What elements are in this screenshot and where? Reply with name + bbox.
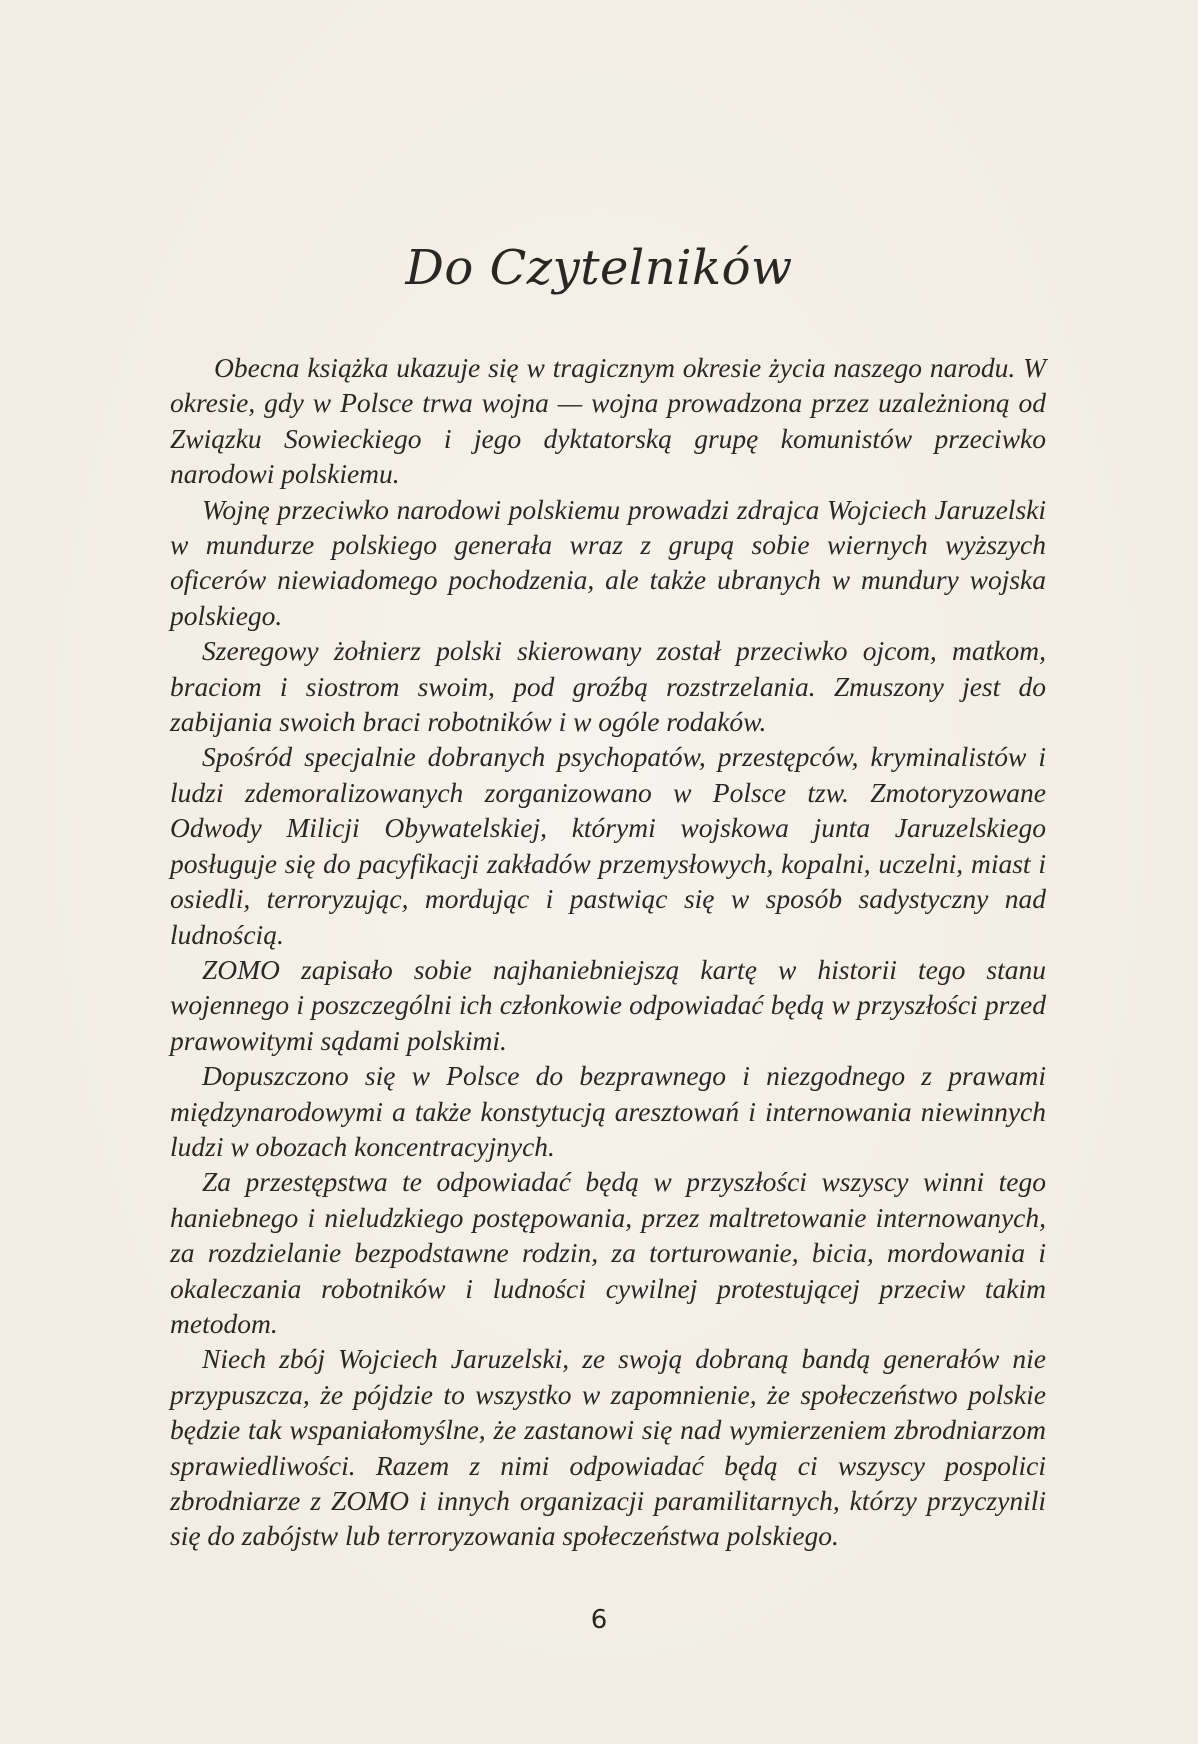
page-number: 6 bbox=[590, 1605, 608, 1635]
paragraph: Niech zbój Wojciech Jaruzelski, ze swoją dobraną bandą generałów nie przypuszcza, że pójdzie to wszystko w zapomnienie, że społeczeństwo polskie będzie tak wspaniałomyślne, że zastanowi się nad wymierzeniem zbrodniarzom sprawiedliwości. Razem z nimi odpowiadać będą ci wszyscy pospolici zbrodniarze z ZOMO i innych organizacji paramilitarnych, którzy przyczynili się do zabójstw lub terroryzowania społeczeństwa polskiego. bbox=[170, 1343, 1046, 1552]
paragraph: Dopuszczono się w Polsce do bezprawnego i niezgodnego z prawami międzynarodowymi a także konstytucją aresztowań i internowania niewinnych ludzi w obozach koncentracyjnych. bbox=[170, 1060, 1046, 1162]
paragraph: ZOMO zapisało sobie najhaniebniejszą kartę w historii tego stanu wojennego i poszczególni ich członkowie odpowiadać będą w przyszłości przed prawowitymi sądami polskimi. bbox=[170, 953, 1046, 1056]
paragraph: Obecna książka ukazuje się w tragicznym okresie życia naszego narodu. W okresie, gdy w Polsce trwa wojna — wojna prowadzona przez uzależnioną od Związku Sowieckiego i jego dyktatorską grupę komunistów przeciwko narodowi polskiemu. bbox=[170, 352, 1046, 490]
body-text bbox=[170, 350, 1046, 1554]
page-title: Do Czytelników bbox=[405, 240, 793, 296]
paragraph: Spośród specjalnie dobranych psychopatów, przestępców, kryminalistów i ludzi zdemoralizowanych zorganizowano w Polsce tzw. Zmotoryzowane Odwody Milicji Obywatelskiej, którymi wojskowa junta Jaruzelskiego posługuje się do pacyfikacji zakładów przemysłowych, kopalni, uczelni, miast i osiedli, terroryzując, mordując i pastwiąc się w sposób sadystyczny nad ludnością. bbox=[170, 741, 1046, 950]
paragraph: Szeregowy żołnierz polski skierowany został przeciwko ojcom, matkom, braciom i siostrom swoim, pod groźbą rozstrzelania. Zmuszony jest do zabijania swoich braci robotników i w ogóle rodaków. bbox=[170, 635, 1046, 738]
paragraph: Za przestępstwa te odpowiadać będą w przyszłości wszyscy winni tego haniebnego i nieludzkiego postępowania, przez maltretowanie internowanych, za rozdzielanie bezpodstawne rodzin, za torturowanie, bicia, mordowania i okaleczania robotników i ludności cywilnej protestującej przeciw takim metodom. bbox=[170, 1166, 1046, 1339]
paragraph: Wojnę przeciwko narodowi polskiemu prowadzi zdrajca Wojciech Jaruzelski w mundurze polskiego generała wraz z grupą sobie wiernych wyższych oficerów niewiadomego pochodzenia, ale także ubranych w mundury wojska polskiego. bbox=[170, 493, 1046, 631]
